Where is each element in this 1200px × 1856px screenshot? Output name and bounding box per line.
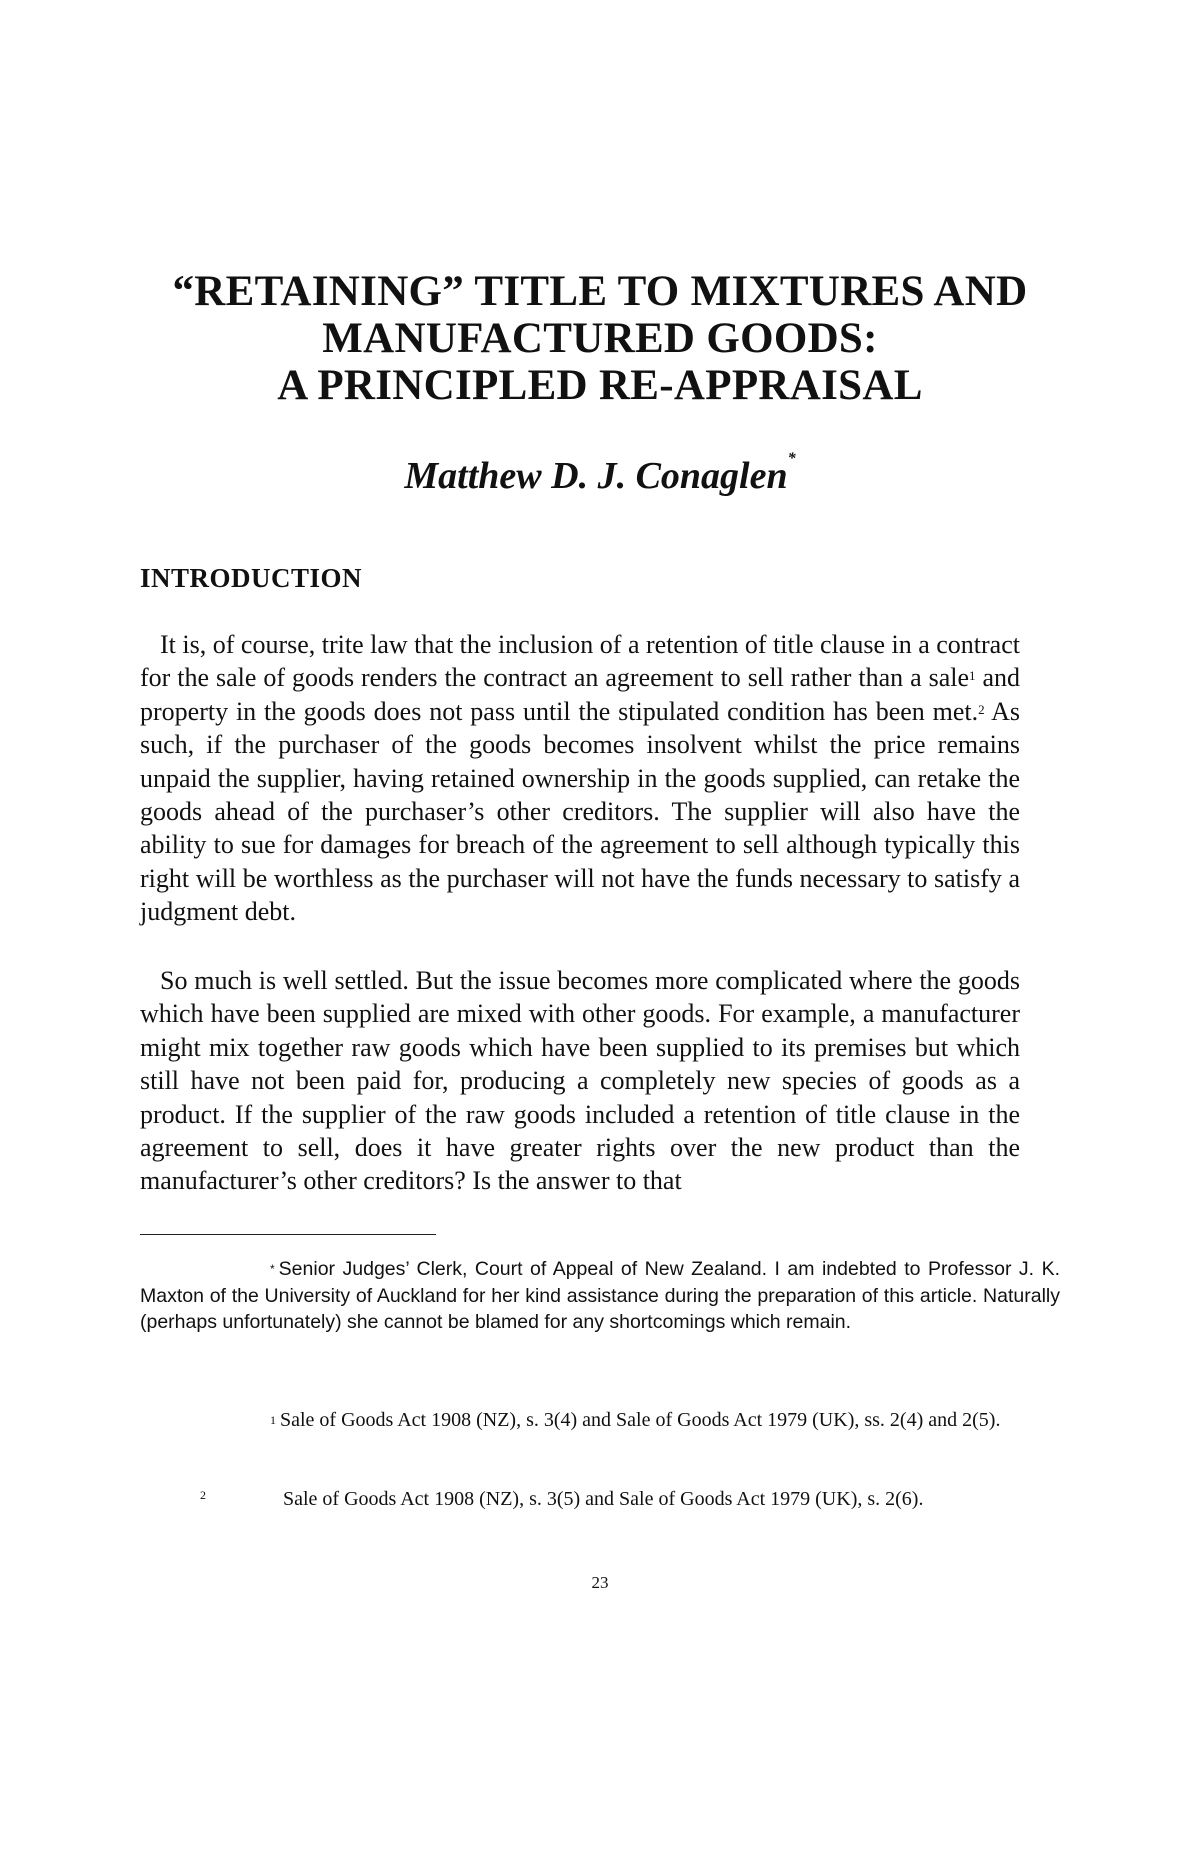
paragraph-2 [140, 964, 1020, 1198]
paragraph-1-part-3: As such, if the purchaser of the goods becomes insolvent whilst the price remains unpaid the supplier, having retained ownership in the goods supplied, can retake the goods ahead of the purchaser’s other creditors. The supplier will also have the ability to sue for damages for breach of the agreement to sell although typically this right will be worthless as the purchaser will not have the funds necessary to satisfy a judgment debt. [140, 696, 1020, 927]
title-line-3: A PRINCIPLED RE-APPRAISAL [277, 362, 923, 409]
author-name: Matthew D. J. Conaglen [404, 455, 788, 497]
author-footnote-marker: * [787, 450, 796, 467]
footnote-ref-1: 1 [969, 668, 976, 684]
paragraph-1-text [140, 628, 1020, 929]
footnote-2-marker: 2 [200, 1488, 206, 1502]
footnote-2 [200, 1488, 1080, 1511]
page-number: 23 [591, 1573, 609, 1592]
footnote-1-marker: 1 [270, 1413, 276, 1427]
paragraph-1-part-2: and property in the goods does not pass until the stipulated condition has been met. [140, 663, 1021, 726]
footnote-author [140, 1256, 1060, 1336]
title-line-1: “RETAINING” TITLE TO MIXTURES AND [172, 268, 1028, 315]
footnote-author-text: Senior Judges’ Clerk, Court of Appeal of New Zealand. I am indebted to Professor J. K. Maxton of the University of Auckland for her kind assistance during the preparation of this article. Naturally (perhaps unfortunately) she cannot be blamed for any shortcomings which remain. [140, 1258, 1060, 1333]
footnote-ref-2: 2 [978, 701, 985, 717]
footnote-author-marker: * [270, 1262, 275, 1276]
title-line-2: MANUFACTURED GOODS: [322, 315, 878, 362]
footnote-2-text: Sale of Goods Act 1908 (NZ), s. 3(5) and Sale of Goods Act 1979 (UK), s. 2(6). [283, 1488, 924, 1510]
paragraph-1-part-1: It is, of course, trite law that the inclusion of a retention of title clause in a contract for the sale of goods renders the contract an agreement to sell rather than a sale [140, 630, 1020, 693]
paragraph-1 [140, 628, 1020, 929]
footnote-1-text: Sale of Goods Act 1908 (NZ), s. 3(4) and Sale of Goods Act 1979 (UK), ss. 2(4) and 2(5). [280, 1409, 1001, 1431]
paragraph-2-text: So much is well settled. But the issue becomes more complicated where the goods which have been supplied are mixed with other goods. For example, a manufacturer might mix together raw goods which have been supplied to its premises but which still have not been paid for, producing a completely new species of goods as a product. If the supplier of the raw goods included a retention of title clause in the agreement to sell, does it have greater rights over the new product than the manufacturer’s other creditors? Is the answer to that [140, 966, 1020, 1196]
section-heading: INTRODUCTION [140, 563, 363, 593]
footnote-divider [140, 1234, 436, 1235]
footnote-1 [140, 1402, 1060, 1438]
article-title [0, 268, 1200, 409]
author-byline [0, 450, 1200, 498]
